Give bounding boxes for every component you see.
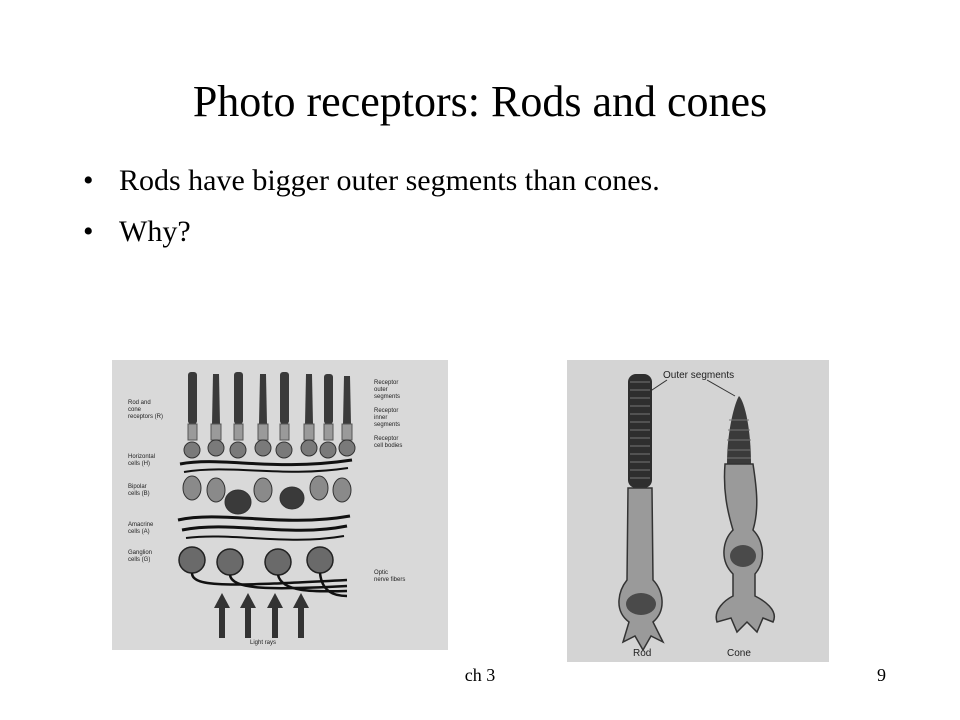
label-outer-1: Receptor [374,380,399,386]
label-inner-1: Receptor [374,408,399,414]
label-receptors-3: receptors (R) [128,414,164,420]
rod-cone-diagram [567,360,829,662]
label-receptors-1: Rod and [128,400,151,406]
footer-chapter: ch 3 [464,665,496,685]
optic-nerve-fibers [192,573,347,596]
bipolar-cells [183,476,351,514]
label-light-rays: Light rays [250,640,277,646]
bullet-dot: • [83,164,94,197]
rod-cell [619,374,663,650]
label-amacrine-2: cells (A) [128,529,150,535]
label-horizontal-1: Horizontal [128,454,156,460]
label-amacrine-1: Amacrine [128,522,154,528]
label-horizontal-2: cells (H) [128,461,150,467]
label-bodies-2: cell bodies [374,443,403,449]
bullet-list [83,163,660,265]
label-outer-segments: Outer segments [663,370,735,381]
label-outer-3: segments [374,394,401,400]
label-optic-2: nerve fibers [374,577,406,583]
label-bipolar-1: Bipolar [128,484,147,490]
slide-title: Photo receptors: Rods and cones [192,77,768,126]
footer-page-number: 9 [877,665,886,685]
retina-layers-figure [112,360,448,650]
label-inner-2: inner [374,415,388,421]
label-bipolar-2: cells (B) [128,491,150,497]
receptor-outer-segments [188,372,351,424]
bullet-item [83,214,660,250]
label-ganglion-2: cells (G) [128,557,151,563]
receptor-inner-segments [188,424,352,440]
retina-diagram [112,360,448,650]
bullet-text: Why? [119,215,191,248]
retina-left-labels [128,400,163,563]
cone-cell [716,396,774,632]
light-ray-arrows [214,593,309,638]
retina-right-labels [374,380,405,583]
bullet-text: Rods have bigger outer segments than cones. [119,164,660,197]
receptor-cell-bodies [184,440,355,458]
label-receptors-2: cone [128,407,142,413]
bullet-item [83,163,660,199]
label-inner-3: segments [374,422,401,428]
label-optic-1: Optic [374,570,389,576]
label-outer-2: outer [374,387,388,393]
label-cone: Cone [727,648,751,659]
label-bodies-1: Receptor [374,436,399,442]
label-rod: Rod [633,648,652,659]
label-ganglion-1: Ganglion [128,550,153,556]
outer-segment-pointers [643,380,735,396]
bullet-dot: • [83,215,94,248]
rod-cone-figure [567,360,829,662]
ganglion-cells [179,547,333,575]
